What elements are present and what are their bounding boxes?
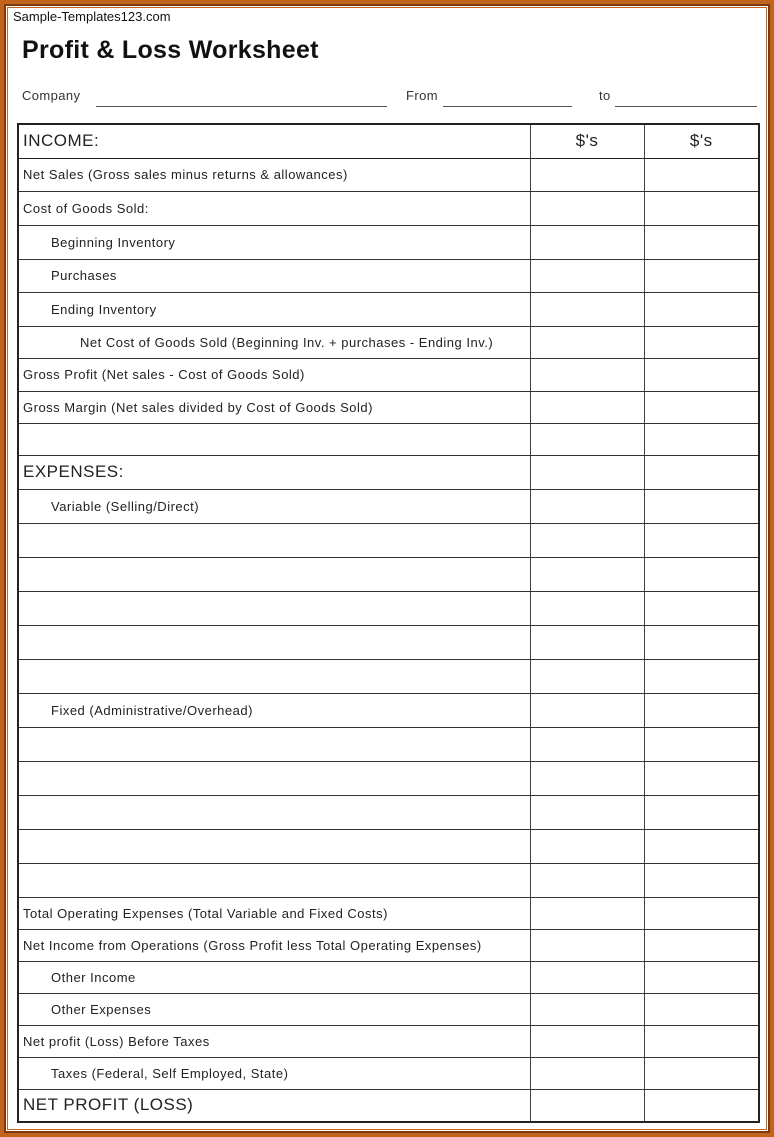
amount-cell[interactable] — [644, 423, 759, 455]
net-profit-label: NET PROFIT (LOSS) — [18, 1089, 530, 1122]
amount-cell[interactable] — [530, 929, 644, 961]
amount-cell[interactable] — [530, 158, 644, 191]
table-row — [18, 391, 759, 423]
amount-cell[interactable] — [530, 693, 644, 727]
amount-cell[interactable] — [644, 489, 759, 523]
amount-cell[interactable] — [530, 455, 644, 489]
amount-cell[interactable] — [530, 225, 644, 259]
row-label: Purchases — [18, 259, 530, 292]
amount-cell[interactable] — [644, 929, 759, 961]
row-label: Other Expenses — [18, 993, 530, 1025]
amount-cell[interactable] — [644, 625, 759, 659]
row-label: Net Cost of Goods Sold (Beginning Inv. + purchases - Ending Inv.) — [18, 326, 530, 358]
table-header-row — [18, 124, 759, 158]
row-label[interactable] — [18, 761, 530, 795]
row-label: Variable (Selling/Direct) — [18, 489, 530, 523]
row-label[interactable] — [18, 863, 530, 897]
row-label[interactable] — [18, 829, 530, 863]
amount-cell[interactable] — [530, 489, 644, 523]
expenses-heading: EXPENSES: — [18, 455, 530, 489]
amount-cell[interactable] — [644, 391, 759, 423]
amount-cell[interactable] — [530, 326, 644, 358]
row-label[interactable] — [18, 523, 530, 557]
amount-cell[interactable] — [530, 993, 644, 1025]
amount-cell[interactable] — [644, 795, 759, 829]
row-label: Net profit (Loss) Before Taxes — [18, 1025, 530, 1057]
row-label: Fixed (Administrative/Overhead) — [18, 693, 530, 727]
company-label: Company — [22, 88, 81, 103]
column-header-dollars-1: $'s — [530, 124, 644, 158]
company-field[interactable] — [96, 106, 387, 107]
amount-cell[interactable] — [644, 897, 759, 929]
table-row — [18, 191, 759, 225]
row-label[interactable] — [18, 659, 530, 693]
amount-cell[interactable] — [644, 326, 759, 358]
watermark-text: Sample-Templates123.com — [13, 9, 171, 24]
amount-cell[interactable] — [530, 358, 644, 391]
amount-cell[interactable] — [530, 391, 644, 423]
profit-loss-table — [17, 123, 760, 1123]
column-header-dollars-2: $'s — [644, 124, 759, 158]
amount-cell[interactable] — [644, 1025, 759, 1057]
row-label: Net Income from Operations (Gross Profit less Total Operating Expenses) — [18, 929, 530, 961]
table-row — [18, 829, 759, 863]
row-label: Taxes (Federal, Self Employed, State) — [18, 1057, 530, 1089]
table-row — [18, 897, 759, 929]
table-row — [18, 761, 759, 795]
row-label[interactable] — [18, 795, 530, 829]
amount-cell[interactable] — [530, 259, 644, 292]
amount-cell[interactable] — [644, 358, 759, 391]
table-row — [18, 326, 759, 358]
amount-cell[interactable] — [530, 1025, 644, 1057]
table-row — [18, 993, 759, 1025]
amount-cell[interactable] — [530, 727, 644, 761]
table-row — [18, 625, 759, 659]
row-label[interactable] — [18, 557, 530, 591]
row-label: Net Sales (Gross sales minus returns & allowances) — [18, 158, 530, 191]
row-label: Gross Profit (Net sales - Cost of Goods Sold) — [18, 358, 530, 391]
row-label: Gross Margin (Net sales divided by Cost of Goods Sold) — [18, 391, 530, 423]
amount-cell[interactable] — [530, 659, 644, 693]
row-label[interactable] — [18, 591, 530, 625]
row-label: Beginning Inventory — [18, 225, 530, 259]
amount-cell[interactable] — [530, 625, 644, 659]
amount-cell[interactable] — [644, 523, 759, 557]
table-row — [18, 259, 759, 292]
amount-cell[interactable] — [644, 727, 759, 761]
to-date-field[interactable] — [615, 106, 757, 107]
amount-cell[interactable] — [644, 761, 759, 795]
amount-cell[interactable] — [530, 761, 644, 795]
amount-cell[interactable] — [644, 993, 759, 1025]
amount-cell[interactable] — [644, 591, 759, 625]
page-title: Profit & Loss Worksheet — [22, 36, 319, 64]
table-row — [18, 292, 759, 326]
row-label[interactable] — [18, 727, 530, 761]
amount-cell[interactable] — [644, 292, 759, 326]
amount-cell[interactable] — [644, 1057, 759, 1089]
from-date-field[interactable] — [443, 106, 572, 107]
amount-cell[interactable] — [644, 659, 759, 693]
amount-cell[interactable] — [530, 423, 644, 455]
amount-cell[interactable] — [530, 829, 644, 863]
table-row — [18, 693, 759, 727]
amount-cell[interactable] — [644, 191, 759, 225]
amount-cell[interactable] — [530, 292, 644, 326]
table-row — [18, 489, 759, 523]
row-label: Total Operating Expenses (Total Variable and Fixed Costs) — [18, 897, 530, 929]
amount-cell[interactable] — [530, 557, 644, 591]
row-label — [18, 423, 530, 455]
row-label: Cost of Goods Sold: — [18, 191, 530, 225]
table-row — [18, 358, 759, 391]
row-label[interactable] — [18, 625, 530, 659]
table-row — [18, 727, 759, 761]
amount-cell[interactable] — [530, 795, 644, 829]
amount-cell[interactable] — [644, 961, 759, 993]
from-label: From — [406, 88, 438, 103]
amount-cell[interactable] — [530, 863, 644, 897]
table-row — [18, 929, 759, 961]
table-row — [18, 225, 759, 259]
table-row — [18, 1057, 759, 1089]
amount-cell[interactable] — [644, 455, 759, 489]
table-row — [18, 557, 759, 591]
amount-cell[interactable] — [530, 961, 644, 993]
amount-cell[interactable] — [644, 259, 759, 292]
amount-cell[interactable] — [530, 1089, 644, 1122]
table-row — [18, 455, 759, 489]
row-label: Other Income — [18, 961, 530, 993]
table-row — [18, 863, 759, 897]
table-row — [18, 423, 759, 455]
table-row — [18, 1025, 759, 1057]
to-label: to — [599, 88, 611, 103]
amount-cell[interactable] — [644, 863, 759, 897]
amount-cell[interactable] — [530, 191, 644, 225]
amount-cell[interactable] — [530, 523, 644, 557]
income-heading: INCOME: — [18, 124, 530, 158]
table-row — [18, 795, 759, 829]
net-profit-row — [18, 1089, 759, 1122]
amount-cell[interactable] — [644, 557, 759, 591]
amount-cell[interactable] — [530, 897, 644, 929]
table-row — [18, 523, 759, 557]
amount-cell[interactable] — [530, 591, 644, 625]
amount-cell[interactable] — [644, 829, 759, 863]
table-row — [18, 591, 759, 625]
amount-cell[interactable] — [644, 158, 759, 191]
row-label: Ending Inventory — [18, 292, 530, 326]
amount-cell[interactable] — [644, 1089, 759, 1122]
amount-cell[interactable] — [644, 225, 759, 259]
amount-cell[interactable] — [644, 693, 759, 727]
table-row — [18, 158, 759, 191]
table-row — [18, 659, 759, 693]
amount-cell[interactable] — [530, 1057, 644, 1089]
table-row — [18, 961, 759, 993]
